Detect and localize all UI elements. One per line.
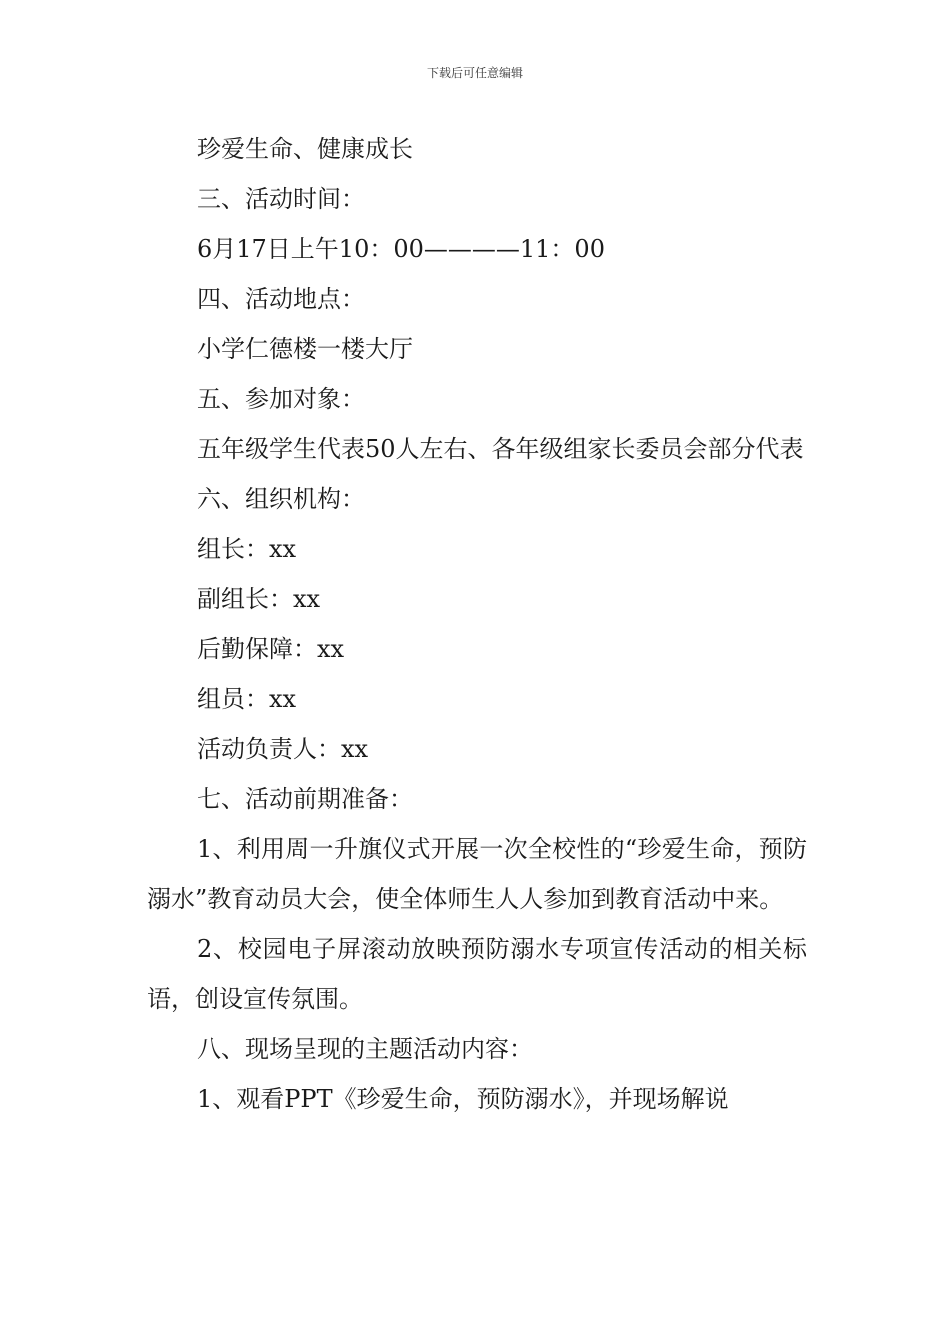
section-heading-location: 四、活动地点： — [197, 285, 365, 313]
activity-time: 6月17日上午10：00————11：00 — [197, 235, 605, 263]
document-body — [147, 124, 807, 1124]
participants-paragraph: 五年级学生代表50人左右、各年级组家长委员会部分代表 — [197, 435, 804, 463]
org-deputy-leader: 副组长：xx — [197, 585, 321, 613]
section-heading-participants: 五、参加对象： — [197, 385, 365, 413]
section-heading-preparation: 七、活动前期准备： — [197, 785, 413, 813]
section-heading-content: 八、现场呈现的主题活动内容： — [197, 1035, 533, 1063]
preparation-item-1: 1、利用周一升旗仪式开展一次全校性的“珍爱生命，预防溺水”教育动员大会，使全体师生人人参加到教育活动中来。 — [147, 835, 807, 913]
org-person-in-charge: 活动负责人：xx — [197, 735, 369, 763]
theme-line: 珍爱生命、健康成长 — [197, 135, 413, 163]
preparation-item-2: 2、校园电子屏滚动放映预防溺水专项宣传活动的相关标语，创设宣传氛围。 — [147, 935, 807, 1013]
org-leader: 组长：xx — [197, 535, 297, 563]
activity-location: 小学仁德楼一楼大厅 — [197, 335, 413, 363]
content-item-1: 1、观看PPT《珍爱生命，预防溺水》，并现场解说 — [197, 1085, 729, 1113]
section-heading-time: 三、活动时间： — [197, 185, 365, 213]
page-header: 下载后可任意编辑 — [426, 66, 523, 80]
org-logistics: 后勤保障：xx — [197, 635, 345, 663]
section-heading-organization: 六、组织机构： — [197, 485, 365, 513]
org-members: 组员：xx — [197, 685, 297, 713]
